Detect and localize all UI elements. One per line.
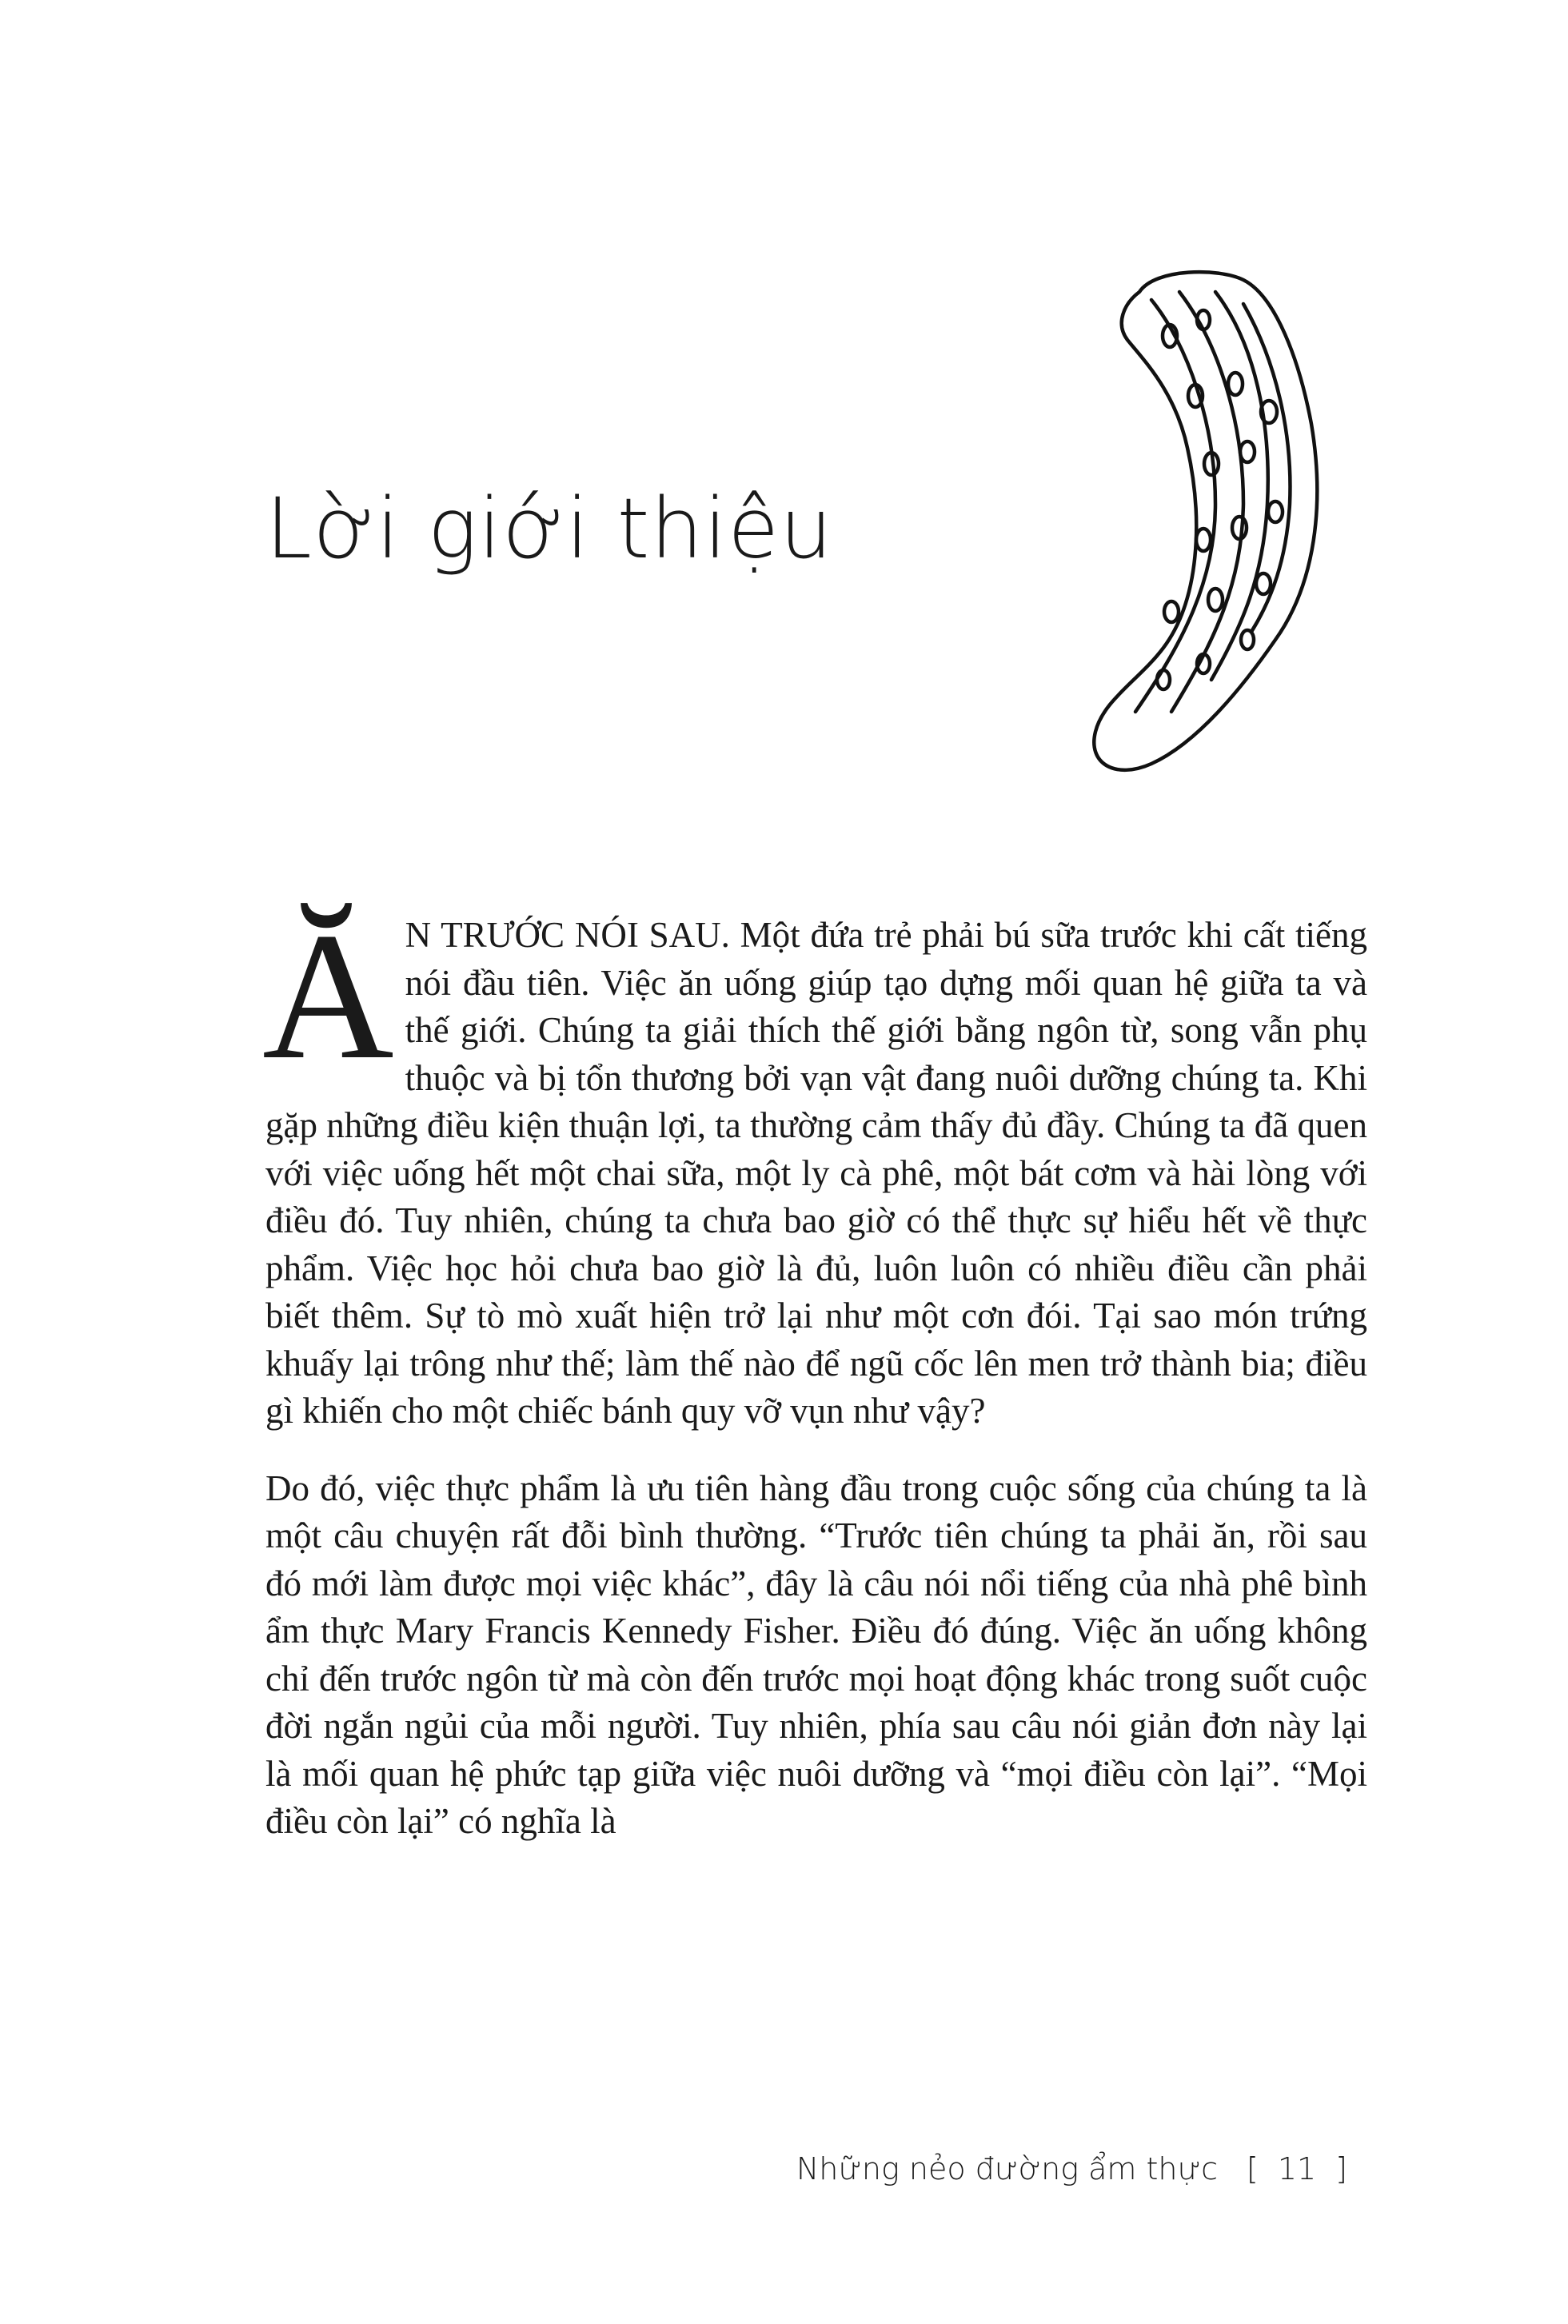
paragraph-2	[265, 1465, 1367, 1846]
pickle-bump	[1208, 589, 1223, 611]
dropcap-letter: Ă	[262, 896, 394, 1097]
footer-book-title: Những nẻo đường ẩm thực	[796, 2151, 1218, 2186]
pickle-bump	[1196, 529, 1211, 551]
paragraph-1-text: N TRƯỚC NÓI SAU. Một đứa trẻ phải bú sữa trước khi cất tiếng nói đầu tiên. Việc ăn uống giúp tạo dựng mối quan hệ giữa ta và thế giới. Chúng ta giải thích thế giới bằng ngôn từ, song vẫn phụ thuộc và bị tổn thương bởi vạn vật đang nuôi dưỡng chúng ta. Khi gặp những điều kiện thuận lợi, ta thường cảm thấy đủ đầy. Chúng ta đã quen với việc uống hết một chai sữa, một ly cà phê, một bát cơm và hài lòng với điều đó. Tuy nhiên, chúng ta chưa bao giờ có thể thực sự hiểu hết về thực phẩm. Việc học hỏi chưa bao giờ là đủ, luôn luôn có nhiều điều cần phải biết thêm. Sự tò mò xuất hiện trở lại như một cơn đói. Tại sao món trứng khuấy lại trông như thế; làm thế nào để ngũ cốc lên men trở thành bia; điều gì khiến cho một chiếc bánh quy vỡ vụn như vậy?	[265, 915, 1367, 1431]
footer-bracket-open: [	[1246, 2151, 1259, 2186]
page-number: 11	[1277, 2151, 1317, 2186]
pickle-bump	[1241, 630, 1254, 649]
pickle-outline	[1094, 272, 1317, 770]
pickle-stripe	[1171, 292, 1243, 712]
pickle-bump	[1164, 601, 1179, 622]
paragraph-2-text: Do đó, việc thực phẩm là ưu tiên hàng đầu trong cuộc sống của chúng ta là một câu chuyện rất đỗi bình thường. “Trước tiên chúng ta phải ăn, rồi sau đó mới làm được mọi việc khác”, đây là câu nói nổi tiếng của nhà phê bình ẩm thực Mary Francis Kennedy Fisher. Điều đó đúng. Việc ăn uống không chỉ đến trước ngôn từ mà còn đến trước mọi hoạt động khác trong suốt cuộc đời ngắn ngủi của mỗi người. Tuy nhiên, phía sau câu nói giản đơn này lại là mối quan hệ phức tạp giữa việc nuôi dưỡng và “mọi điều còn lại”. “Mọi điều còn lại” có nghĩa là	[265, 1467, 1367, 1841]
pickle-bump	[1268, 501, 1283, 522]
running-footer	[796, 2151, 1367, 2186]
cucumber-pickle-icon	[1083, 264, 1339, 776]
footer-bracket-close: ]	[1335, 2151, 1347, 2186]
pickle-bump	[1240, 441, 1255, 462]
pickle-bump	[1256, 573, 1271, 594]
paragraph-1	[262, 896, 1367, 1436]
body-text	[262, 896, 1367, 1846]
pickle-bump	[1157, 670, 1170, 689]
pickle-bump	[1232, 517, 1247, 539]
pickle-bump	[1228, 373, 1243, 395]
chapter-title: Lời giới thiệu	[265, 480, 834, 577]
